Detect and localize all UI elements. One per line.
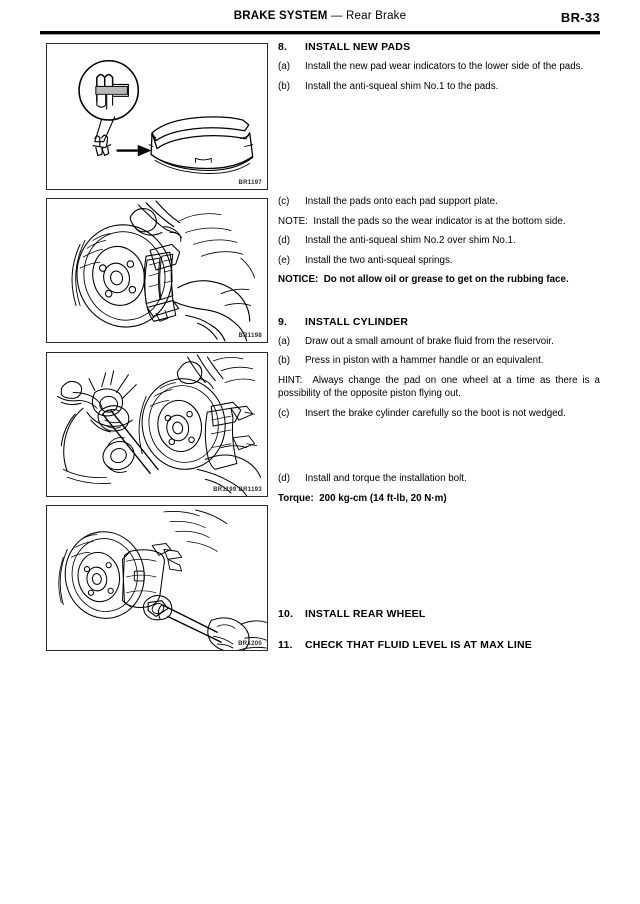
header-section-label: — Rear Brake [330, 10, 407, 22]
figure-panel-torque-bolt [46, 505, 268, 651]
step-8-item-b [278, 80, 600, 94]
item-c-text: Install the pads onto each pad support plate. [305, 196, 498, 207]
step-9-number: 9. [278, 315, 288, 328]
step-9-item-b-letter: (b) [278, 355, 290, 366]
figure-illustration-1 [47, 44, 267, 189]
item-d-text: Install the anti-squeal shim No.2 over shim No.1. [305, 235, 516, 246]
notice-text: Do not allow oil or grease to get on the rubbing face. [323, 274, 569, 285]
step-8-heading [278, 40, 600, 54]
figure-panel-install-cylinder [46, 352, 268, 497]
step-11-heading [278, 638, 600, 652]
step-11-title: CHECK THAT FLUID LEVEL IS AT MAX LINE [305, 639, 532, 651]
step-9-heading [278, 315, 600, 329]
step-9-block [278, 315, 600, 421]
step-9-item-c [278, 407, 600, 421]
spacer-before-torque [278, 426, 600, 472]
item-c-letter: (c) [278, 196, 290, 207]
notice-label: NOTICE: [278, 274, 319, 285]
figure-illustration-2 [47, 199, 267, 342]
torque-spec-line [278, 492, 600, 506]
torque-value: 200 kg-cm (14 ft-lb, 20 N·m) [319, 492, 447, 504]
instruction-column [278, 40, 600, 669]
page-number: BR-33 [560, 10, 600, 25]
figure-caption: BR1199 BR1193 [213, 487, 262, 493]
item-d-letter: (d) [278, 235, 290, 246]
step-8-item-a-text: Install the new pad wear indicators to the lower side of the pads. [305, 61, 584, 72]
step-9-item-b-text: Press in piston with a hammer handle or an equivalent. [305, 355, 544, 366]
step-9-item-a-letter: (a) [278, 335, 290, 347]
step-10-title: INSTALL REAR WHEEL [305, 608, 426, 620]
step-9-title: INSTALL CYLINDER [305, 315, 409, 328]
item-e-letter: (e) [278, 254, 290, 266]
torque-block [278, 472, 600, 505]
step-9-item-d [278, 472, 600, 486]
step-9-item-a [278, 335, 600, 349]
item-e-text: Install the two anti-squeal springs. [305, 254, 453, 266]
figure-caption: BR1197 [238, 180, 262, 186]
step-9-item-b [278, 354, 600, 368]
figure-illustration-3 [47, 353, 267, 496]
torque-label: Torque: [278, 492, 314, 504]
note-label: NOTE: [278, 215, 308, 227]
step-8-title: INSTALL NEW PADS [305, 41, 411, 53]
spacer-before-final-steps [278, 511, 600, 607]
hint-text: Always change the pad on one wheel at a time as there is a possibility of the opposite piston flying out. [278, 374, 600, 399]
hint-change-pad [278, 374, 600, 401]
pads-continued-block [278, 195, 600, 287]
item-d-pads [278, 234, 600, 248]
figure-panel-install-pads [46, 198, 268, 343]
figure-illustration-4 [47, 506, 267, 650]
header-rule-shadow [40, 34, 600, 35]
step-9-item-d-text: Install and torque the installation bolt. [305, 473, 467, 484]
page-title [40, 10, 600, 22]
hint-label: HINT: [278, 374, 303, 386]
step-10-heading [278, 607, 600, 621]
step-11-number: 11. [278, 639, 293, 651]
item-c-pads [278, 195, 600, 209]
step-8-block [278, 40, 600, 93]
item-e-pads [278, 254, 600, 268]
step-9-item-c-text: Insert the brake cylinder carefully so the boot is not wedged. [305, 407, 566, 419]
notice-oil-grease [278, 273, 600, 287]
header-system-label: BRAKE SYSTEM [233, 10, 328, 22]
step-8-item-a-letter: (a) [278, 61, 290, 72]
step-10-number: 10. [278, 608, 294, 620]
step-8-number: 8. [278, 41, 288, 53]
spacer-before-step-9 [278, 293, 600, 315]
figure-caption: BR1200 [238, 641, 262, 647]
spacer-after-step-8 [278, 99, 600, 195]
figure-caption: BR1198 [238, 333, 262, 339]
note-wear-indicator [278, 215, 600, 229]
step-9-item-a-text: Draw out a small amount of brake fluid from the reservoir. [305, 335, 554, 347]
step-9-item-d-letter: (d) [278, 473, 290, 484]
step-8-item-b-letter: (b) [278, 80, 290, 92]
figure-panel-pad-wear-indicator [46, 43, 268, 190]
step-9-item-c-letter: (c) [278, 407, 290, 419]
step-8-item-b-text: Install the anti-squeal shim No.1 to the pads. [305, 80, 499, 92]
step-8-item-a [278, 60, 600, 74]
note-text: Install the pads so the wear indicator is at the bottom side. [313, 215, 566, 227]
